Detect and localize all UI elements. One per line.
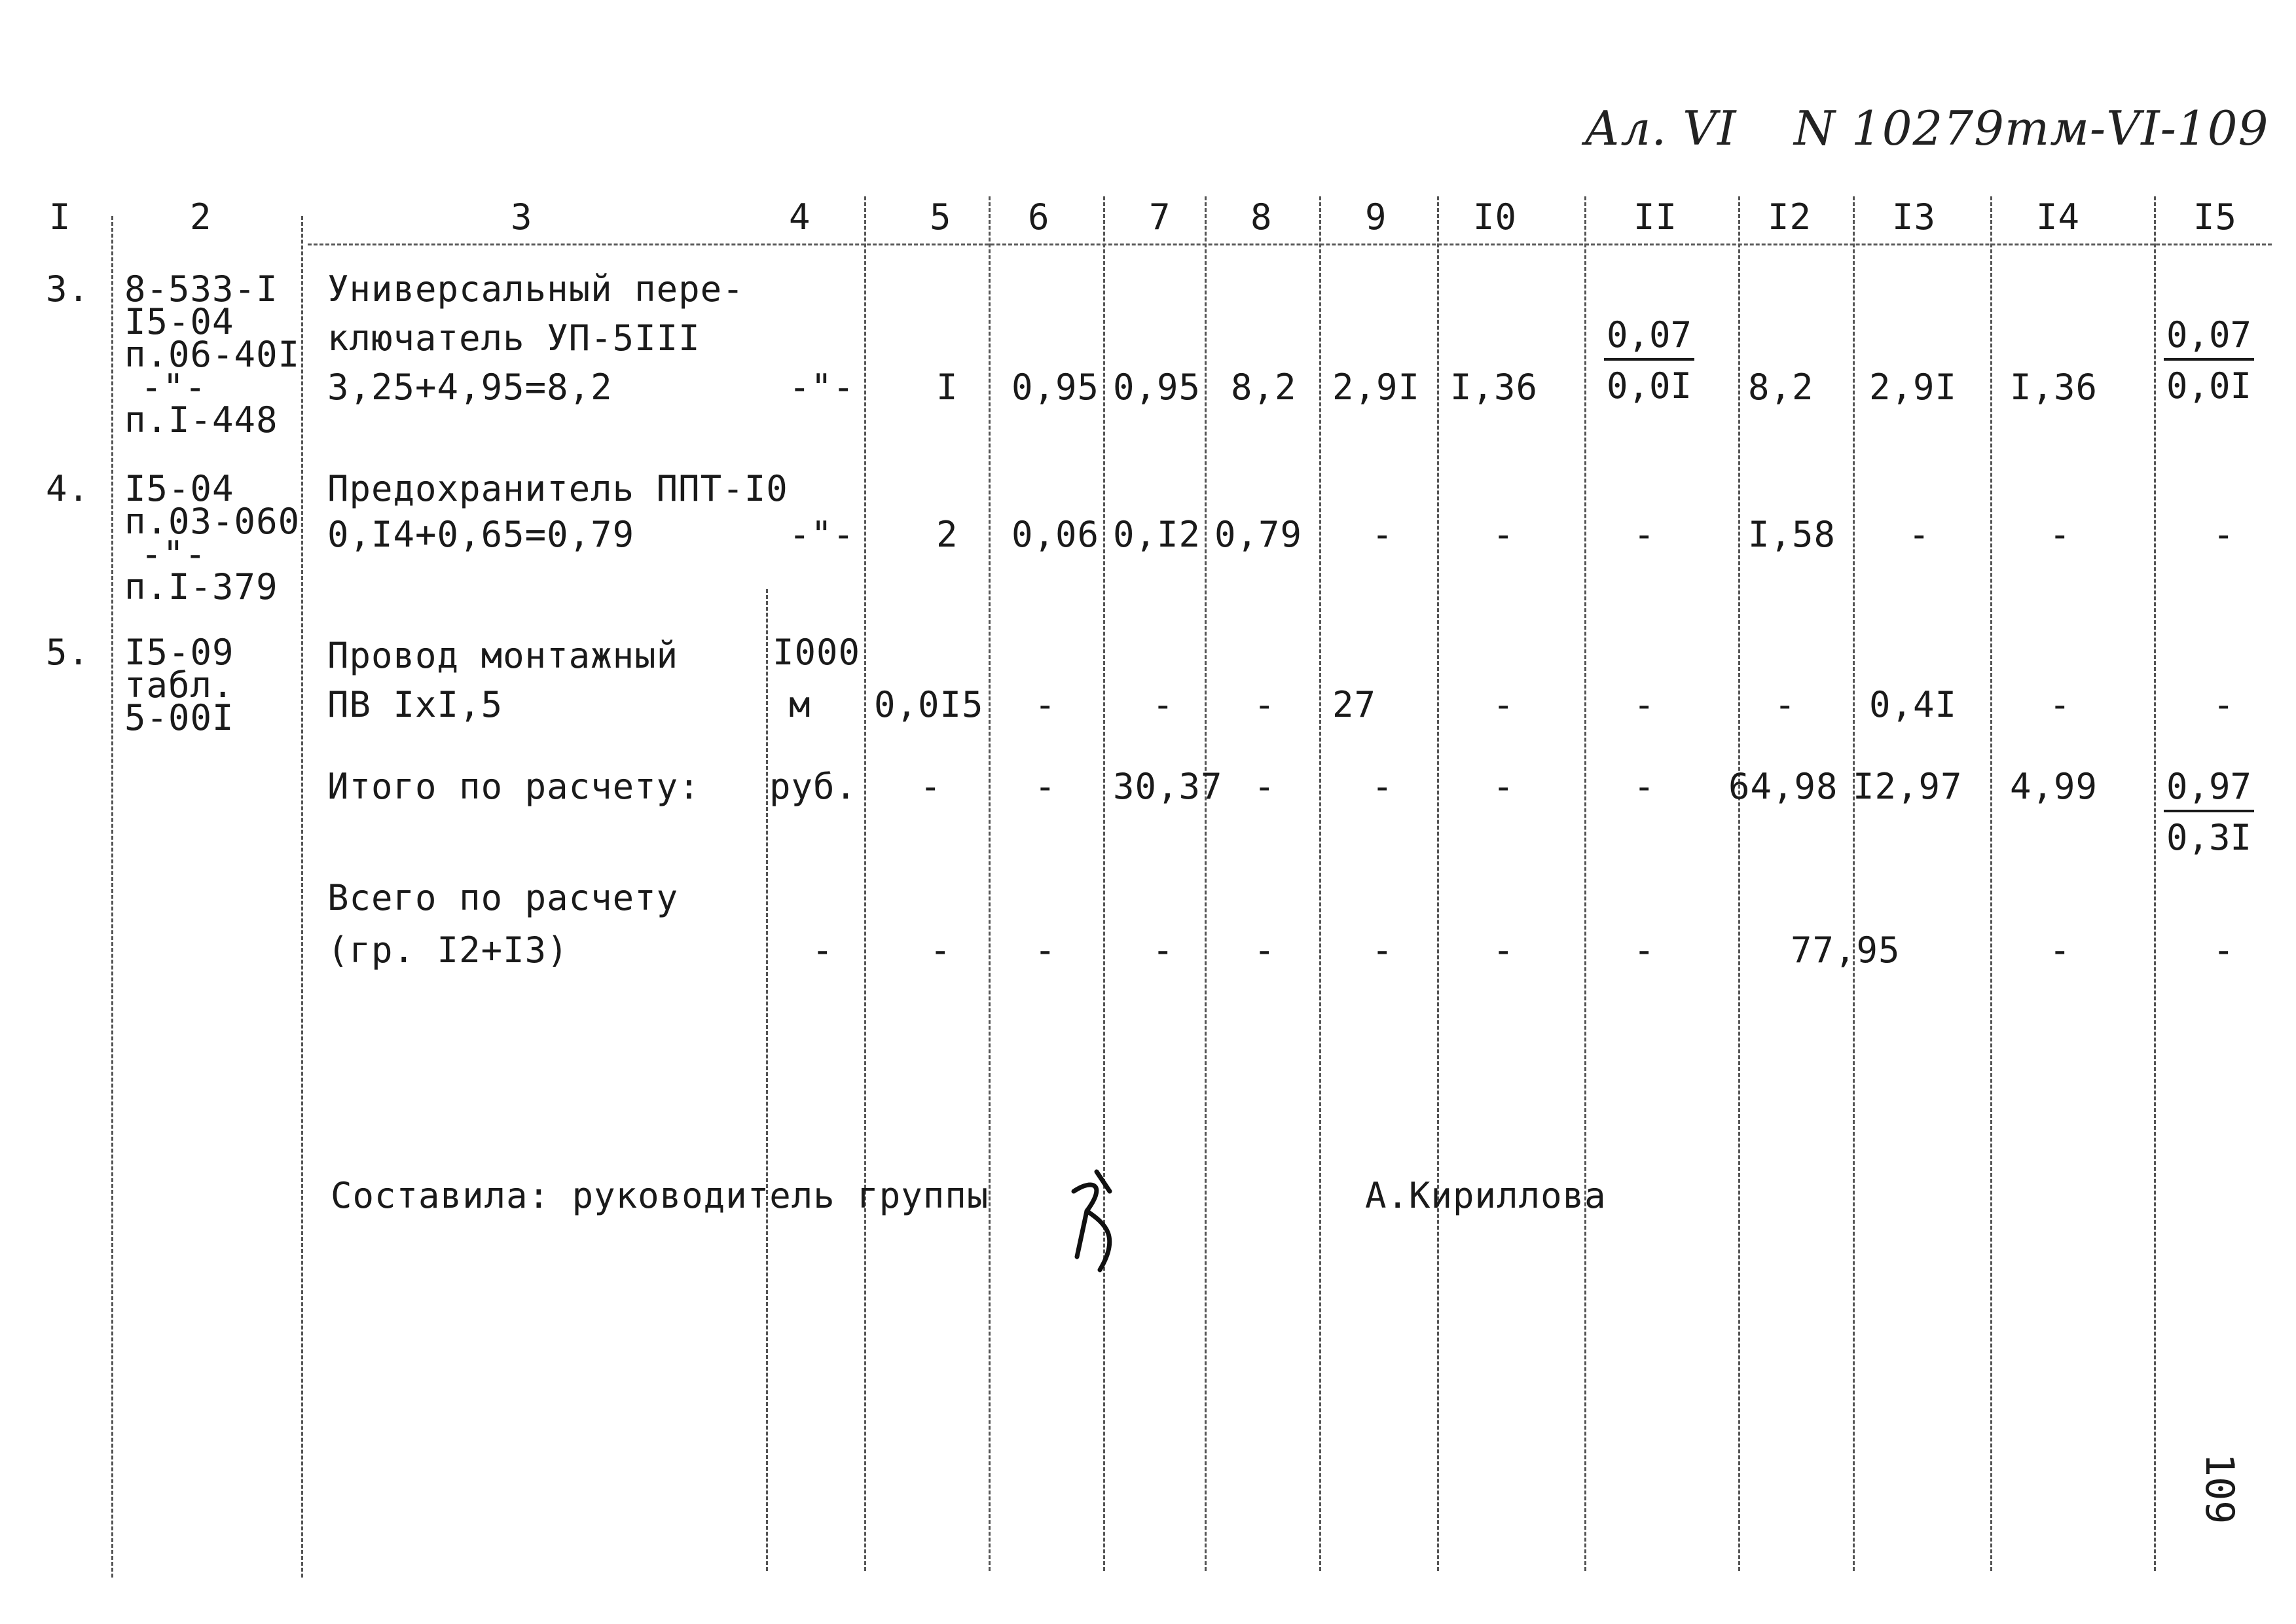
- col-number-6: 6: [1028, 196, 1050, 238]
- column-divider: [301, 216, 303, 1578]
- column-divider: [1990, 196, 1992, 1571]
- row-col11: -: [1633, 684, 1656, 725]
- row-col10: -: [1493, 684, 1515, 725]
- row-number: 3.: [46, 268, 90, 310]
- row-col13: -: [1908, 514, 1931, 555]
- row-code-line: -"-: [141, 533, 207, 575]
- row-col7: 0,I2: [1113, 514, 1201, 555]
- row-col7: 0,95: [1113, 367, 1201, 408]
- row-col5: 0,0I5: [874, 684, 984, 725]
- grand-total-col5: -: [930, 929, 952, 971]
- grand-total-col8: -: [1254, 929, 1276, 971]
- fraction-denominator: 0,0I: [2166, 365, 2252, 406]
- row-description-line: ПВ IxI,5: [327, 684, 503, 725]
- col-number-1: I: [49, 196, 71, 238]
- row-col6: 0,95: [1011, 367, 1100, 408]
- row-col8: 0,79: [1214, 514, 1303, 555]
- col-number-14: I4: [2036, 196, 2081, 238]
- row-number: 4.: [46, 468, 90, 509]
- grand-total-col9: -: [1372, 929, 1394, 971]
- row-code-line: -"-: [141, 367, 207, 408]
- col-number-13: I3: [1892, 196, 1937, 238]
- handwritten-signature-icon: [1061, 1165, 1139, 1283]
- row-col13: 2,9I: [1869, 367, 1958, 408]
- column-divider: [864, 196, 866, 1571]
- total-col13: I2,97: [1853, 766, 1963, 807]
- col-number-7: 7: [1149, 196, 1171, 238]
- total-col9: -: [1372, 766, 1394, 807]
- row-code-line: п.I-448: [124, 399, 278, 441]
- col-number-3: 3: [511, 196, 533, 238]
- total-col12: 64,98: [1728, 766, 1838, 807]
- row-col12: -: [1774, 684, 1796, 725]
- row-col10: I,36: [1450, 367, 1539, 408]
- total-col5: -: [920, 766, 942, 807]
- column-divider: [989, 196, 991, 1571]
- col-number-8: 8: [1250, 196, 1273, 238]
- row-col15: -: [2213, 684, 2235, 725]
- row-col6: 0,06: [1011, 514, 1100, 555]
- row-unit-quantity: I000: [773, 632, 861, 673]
- grand-total-col11: -: [1633, 929, 1656, 971]
- grand-total-label: (гр. I2+I3): [327, 929, 569, 971]
- row-col11: -: [1633, 514, 1656, 555]
- row-col9: -: [1372, 514, 1394, 555]
- grand-total-col12-13: 77,95: [1791, 929, 1901, 971]
- fraction-numerator: 0,97: [2164, 769, 2254, 812]
- grand-total-col7: -: [1152, 929, 1175, 971]
- row-code-line: п.06-40I: [124, 334, 301, 375]
- row-code-line: п.03-060: [124, 501, 301, 542]
- row-col14: I,36: [2010, 367, 2098, 408]
- row-description-line: Универсальный пере-: [327, 268, 744, 310]
- row-code-line: I5-04: [124, 468, 234, 509]
- row-col15: -: [2213, 514, 2235, 555]
- row-description-line: 0,I4+0,65=0,79: [327, 514, 635, 555]
- row-unit: -"-: [789, 514, 855, 555]
- col-number-11: II: [1633, 196, 1678, 238]
- column-divider: [111, 216, 113, 1578]
- row-unit: м: [789, 684, 811, 725]
- compiled-by-label: Составила: руководитель группы: [331, 1175, 989, 1216]
- row-col9: 27: [1332, 684, 1377, 725]
- album-reference: Ал. VI: [1584, 101, 1737, 156]
- column-divider: [1205, 196, 1207, 1571]
- fraction-numerator: 0,07: [1604, 317, 1694, 361]
- row-col7: -: [1152, 684, 1175, 725]
- row-col8: 8,2: [1231, 367, 1297, 408]
- total-col15-fraction: [2164, 766, 2254, 858]
- grand-total-col10: -: [1493, 929, 1515, 971]
- row-col6: -: [1034, 684, 1057, 725]
- col-number-5: 5: [930, 196, 952, 238]
- row-code-line: I5-04: [124, 301, 234, 342]
- total-col10: -: [1493, 766, 1515, 807]
- fraction-denominator: 0,0I: [1607, 365, 1692, 406]
- row-col9: 2,9I: [1332, 367, 1421, 408]
- page-number: 109: [2196, 1453, 2242, 1525]
- total-col14: 4,99: [2010, 766, 2098, 807]
- column-divider: [1853, 196, 1855, 1571]
- grand-total-col14: -: [2049, 929, 2071, 971]
- total-label: Итого по расчету:: [327, 766, 701, 807]
- row-col8: -: [1254, 684, 1276, 725]
- row-number: 5.: [46, 632, 90, 673]
- row-code-line: 8-533-I: [124, 268, 278, 310]
- fraction-denominator: 0,3I: [2166, 817, 2252, 858]
- column-divider: [1103, 196, 1105, 1571]
- compiler-name: А.Кириллова: [1365, 1175, 1607, 1216]
- col-number-15: I5: [2193, 196, 2238, 238]
- col-number-12: I2: [1768, 196, 1812, 238]
- row-description-line: Предохранитель ППТ-I0: [327, 468, 788, 509]
- document-number: N 10279тм-VI-109: [1794, 101, 2269, 156]
- column-divider: [2154, 196, 2156, 1571]
- total-col6: -: [1034, 766, 1057, 807]
- grand-total-col15: -: [2213, 929, 2235, 971]
- row-col13: 0,4I: [1869, 684, 1958, 725]
- row-col5: 2: [936, 514, 958, 555]
- row-col10: -: [1493, 514, 1515, 555]
- fraction-numerator: 0,07: [2164, 317, 2254, 361]
- row-code-line: п.I-379: [124, 566, 278, 607]
- grand-total-label: Всего по расчету: [327, 877, 679, 918]
- row-col14: -: [2049, 684, 2071, 725]
- col-number-4: 4: [789, 196, 811, 238]
- total-col8: -: [1254, 766, 1276, 807]
- total-col7: 30,37: [1113, 766, 1223, 807]
- row-code-line: I5-09: [124, 632, 234, 673]
- row-col11-fraction: [1604, 314, 1694, 406]
- row-col12: I,58: [1748, 514, 1836, 555]
- row-col14: -: [2049, 514, 2071, 555]
- row-description-line: ключатель УП-5III: [327, 317, 701, 359]
- col-number-2: 2: [190, 196, 212, 238]
- column-divider: [1319, 196, 1321, 1571]
- row-code-line: табл.: [124, 664, 234, 706]
- column-divider: [1584, 196, 1586, 1571]
- col-number-9: 9: [1365, 196, 1387, 238]
- total-col11: -: [1633, 766, 1656, 807]
- column-divider: [1738, 196, 1740, 1571]
- grand-total-unit: -: [812, 929, 834, 971]
- row-unit: -"-: [789, 367, 855, 408]
- grand-total-col6: -: [1034, 929, 1057, 971]
- row-description-line: 3,25+4,95=8,2: [327, 367, 613, 408]
- row-code-line: 5-00I: [124, 697, 234, 738]
- row-col12: 8,2: [1748, 367, 1814, 408]
- col-number-10: I0: [1473, 196, 1518, 238]
- total-unit: руб.: [769, 766, 858, 807]
- column-divider: [1437, 196, 1439, 1571]
- column-divider: [766, 589, 768, 1571]
- row-col5: I: [936, 367, 958, 408]
- row-description-line: Провод монтажный: [327, 635, 679, 676]
- row-col15-fraction: [2164, 314, 2254, 406]
- header-rule: [308, 244, 2272, 245]
